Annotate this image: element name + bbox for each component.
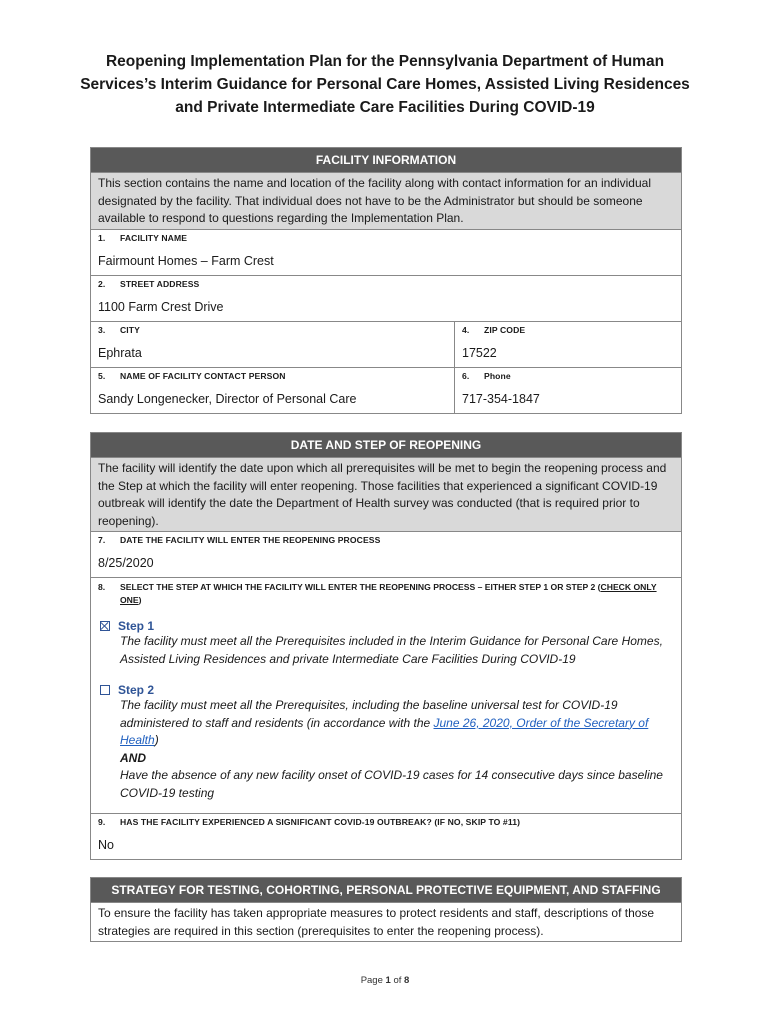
document-title bbox=[60, 50, 710, 119]
phone-field[interactable]: 6. Phone 717-354-1847 bbox=[454, 368, 681, 413]
city-field[interactable]: 3. CITY Ephrata bbox=[91, 322, 454, 367]
outbreak-label: HAS THE FACILITY EXPERIENCED A SIGNIFICANT COVID-19 OUTBREAK? (IF NO, SKIP TO #11) bbox=[120, 817, 521, 827]
contact-person-label: NAME OF FACILITY CONTACT PERSON bbox=[120, 370, 286, 381]
zip-code-label: ZIP CODE bbox=[484, 324, 526, 335]
page-number: 1 bbox=[385, 975, 391, 986]
facility-name-field[interactable]: 1. FACILITY NAME Fairmount Homes – Farm Crest bbox=[91, 230, 681, 275]
phone-label: Phone bbox=[484, 370, 511, 381]
facility-information-header: FACILITY INFORMATION bbox=[91, 148, 681, 173]
city-zip-row bbox=[91, 322, 681, 368]
street-address-value: 1100 Farm Crest Drive bbox=[98, 299, 224, 314]
street-address-row bbox=[91, 276, 681, 322]
city-label: CITY bbox=[120, 324, 140, 335]
strategy-section bbox=[90, 877, 682, 942]
reopening-date-label: DATE THE FACILITY WILL ENTER THE REOPENING PROCESS bbox=[120, 535, 381, 545]
step-1-checkbox-checked-icon[interactable] bbox=[100, 621, 110, 631]
street-address-field[interactable]: 2. STREET ADDRESS 1100 Farm Crest Drive bbox=[91, 276, 681, 321]
strategy-description: To ensure the facility has taken appropriate measures to protect residents and staff, descriptions of those strategies are required in this section (prerequisites to enter the reopening process). bbox=[91, 903, 681, 942]
facility-name-value: Fairmount Homes – Farm Crest bbox=[98, 253, 274, 268]
city-value: Ephrata bbox=[98, 345, 142, 360]
outbreak-field[interactable]: 9. HAS THE FACILITY EXPERIENCED A SIGNIFICANT COVID-19 OUTBREAK? (IF NO, SKIP TO #11) No bbox=[91, 814, 681, 859]
facility-name-label: FACILITY NAME bbox=[120, 232, 188, 243]
facility-information-description: This section contains the name and location of the facility along with contact information for an individual designated by the facility. That individual does not have to be the Administrator but should be someone available to respond to questions regarding the Implementation Plan. bbox=[91, 173, 681, 230]
zip-code-value: 17522 bbox=[462, 345, 497, 360]
title-line-3: and Private Intermediate Care Facilities During COVID-19 bbox=[175, 99, 595, 116]
reopening-header: DATE AND STEP OF REOPENING bbox=[91, 433, 681, 458]
reopening-description: The facility will identify the date upon which all prerequisites will be met to begin the reopening process and the Step at which the facility will enter reopening. Those facilities that experienced a significant COVID-19 outbreak will identify the date the Department of Health survey was conducted (that is required prior to reopening). bbox=[91, 458, 681, 532]
step-1-text: The facility must meet all the Prerequisites included in the Interim Guidance for Personal Care Homes, Assisted Living Residences and private Intermediate Care Facilities During COVID-19 bbox=[120, 634, 663, 666]
strategy-header: STRATEGY FOR TESTING, COHORTING, PERSONAL PROTECTIVE EQUIPMENT, AND STAFFING bbox=[91, 878, 681, 903]
reopening-date-field[interactable]: 7. DATE THE FACILITY WILL ENTER THE REOPENING PROCESS 8/25/2020 bbox=[91, 532, 681, 577]
page-total: 8 bbox=[404, 975, 410, 986]
outbreak-value: No bbox=[98, 838, 114, 852]
reopening-date-value: 8/25/2020 bbox=[98, 556, 154, 570]
reopening-date-row bbox=[91, 532, 681, 578]
reopening-step-label: SELECT THE STEP AT WHICH THE FACILITY WILL ENTER THE REOPENING PROCESS – EITHER STEP 1 OR STEP 2 (CHECK ONLY ONE) bbox=[120, 582, 657, 605]
reopening-section bbox=[90, 432, 682, 860]
reopening-step-field: 8. SELECT THE STEP AT WHICH THE FACILITY WILL ENTER THE REOPENING PROCESS – EITHER STEP 1 OR STEP 2 (CHECK ONLY ONE) Step 1 The facility must meet all the Prerequisites included in the Interim Guidance for Personal Care Homes, Assisted Living Residences and private Intermediate Care Facilities During COVID-19 Step 2 The facility must meet all the Prerequisites, including the baseline universal test for COVID-19 administered to staff and residents (in accordance with the June 26, 2020, Order of the Secretary of Health) AND Have the absence of any new facility onset of COVID-19 cases for 14 consecutive days since baseline COVID-19 testing bbox=[91, 578, 681, 813]
outbreak-row bbox=[91, 814, 681, 860]
phone-value: 717-354-1847 bbox=[462, 391, 540, 406]
step-2-text: The facility must meet all the Prerequisites, including the baseline universal test for COVID-19 administered to staff and residents (in accordance with the bbox=[120, 698, 618, 730]
reopening-step-row bbox=[91, 578, 681, 814]
step-1-title: Step 1 bbox=[118, 619, 155, 633]
page-footer: Page 1 of 8 bbox=[360, 975, 410, 986]
order-of-secretary-link[interactable]: June 26, 2020, Order of the Secretary of Health bbox=[120, 715, 649, 747]
street-address-label: STREET ADDRESS bbox=[120, 278, 200, 289]
step-1-option[interactable] bbox=[98, 607, 674, 668]
title-line-2: Services’s Interim Guidance for Personal Care Homes, Assisted Living Residences bbox=[80, 76, 690, 93]
zip-code-field[interactable]: 4. ZIP CODE 17522 bbox=[454, 322, 681, 367]
step-2-title: Step 2 bbox=[118, 683, 155, 697]
step-2-and: AND bbox=[120, 750, 146, 765]
step-2-option[interactable]: Step 2 The facility must meet all the Prerequisites, including the baseline universal test for COVID-19 administered to staff and residents (in accordance with the June 26, 2020, Order of the Secretary of Health) AND Have the absence of any new facility onset of COVID-19 cases for 14 consecutive days since baseline COVID-19 testing bbox=[98, 668, 674, 802]
contact-phone-row bbox=[91, 368, 681, 414]
step-2-text-2: Have the absence of any new facility onset of COVID-19 cases for 14 consecutive days since baseline COVID-19 testing bbox=[120, 768, 663, 800]
title-line-1: Reopening Implementation Plan for the Pennsylvania Department of Human bbox=[105, 53, 665, 70]
step-2-checkbox-unchecked-icon[interactable] bbox=[100, 685, 110, 695]
contact-person-field[interactable]: 5. NAME OF FACILITY CONTACT PERSON Sandy Longenecker, Director of Personal Care bbox=[91, 368, 454, 413]
facility-name-row bbox=[91, 230, 681, 276]
contact-person-value: Sandy Longenecker, Director of Personal Care bbox=[98, 391, 357, 406]
facility-information-section bbox=[90, 147, 682, 414]
